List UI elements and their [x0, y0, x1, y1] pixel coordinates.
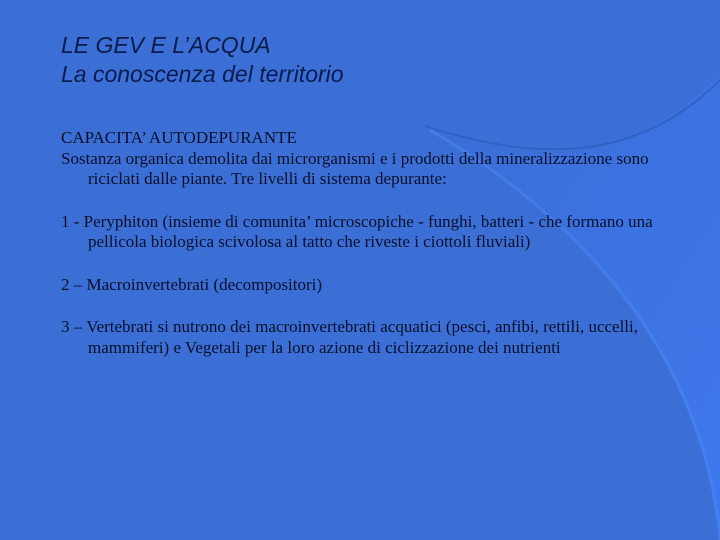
slide-body — [61, 128, 661, 358]
section-heading: CAPACITA’ AUTODEPURANTE — [61, 128, 297, 147]
title-line-1: LE GEV E L’ACQUA — [61, 32, 271, 58]
list-item-2: 2 – Macroinvertebrati (decompositori) — [61, 274, 323, 294]
intro-paragraph: Sostanza organica demolita dai microrganismi e i prodotti della mineralizzazione sono riciclati dalle piante. Tre livelli di sistema depurante: — [61, 148, 649, 188]
list-item-1: 1 - Peryphiton (insieme di comunita’ microscopiche - funghi, batteri - che formano una pellicola biologica scivolosa al tatto che riveste i ciottoli fluviali) — [61, 211, 653, 251]
title-line-2: La conoscenza del territorio — [61, 61, 344, 87]
list-item-3: 3 – Vertebrati si nutrono dei macroinvertebrati acquatici (pesci, anfibi, rettili, uccelli, mammiferi) e Vegetali per la loro azione di ciclizzazione dei nutrienti — [61, 317, 639, 357]
slide-title — [61, 31, 344, 89]
